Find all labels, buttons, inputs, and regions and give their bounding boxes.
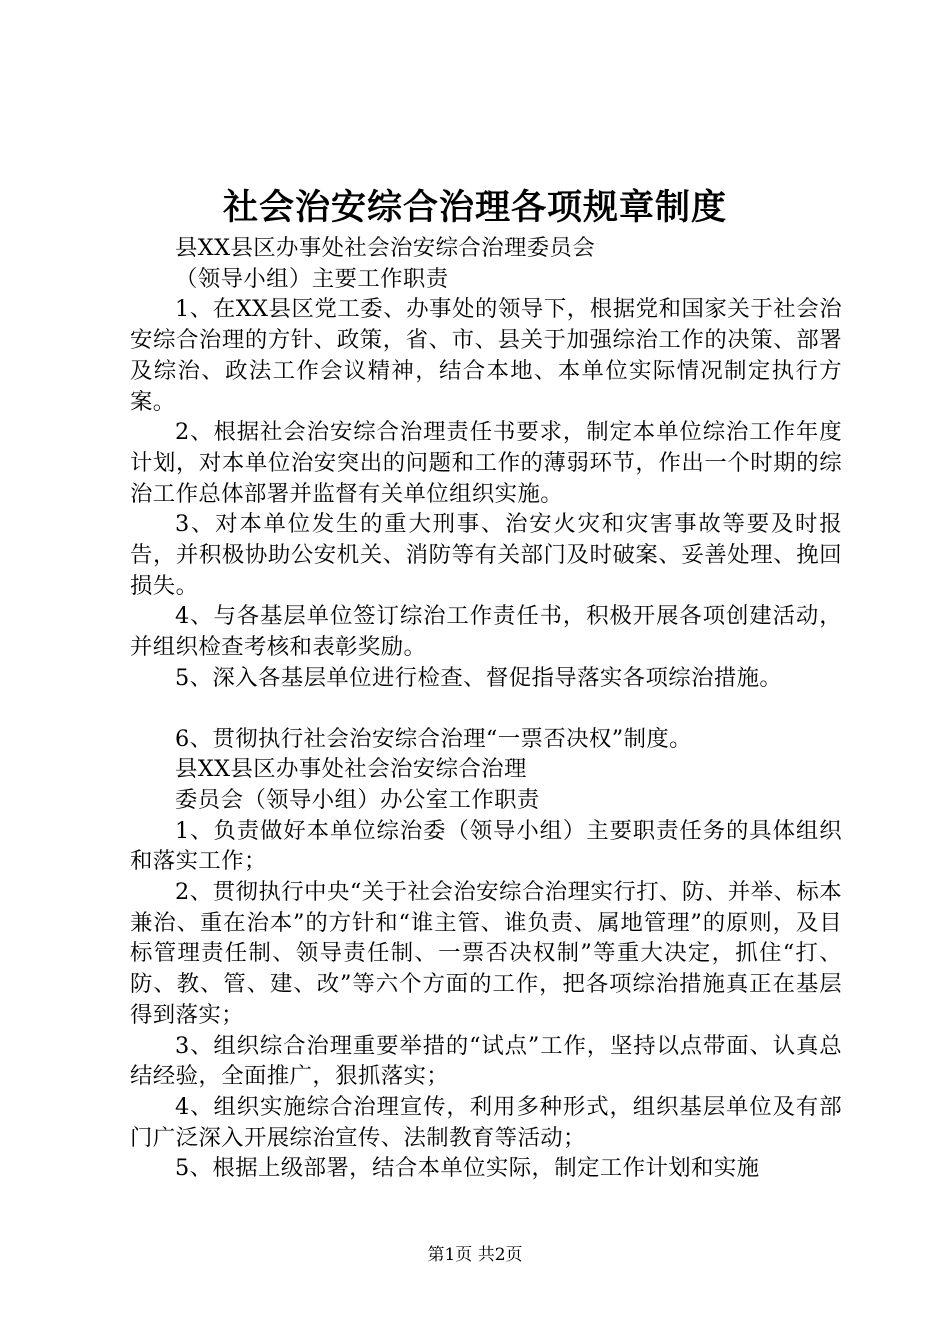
- paragraph: 5、深入各基层单位进行检查、督促指导落实各项综治措施。: [175, 664, 783, 691]
- document-title: 社会治安综合治理各项规章制度: [222, 188, 727, 228]
- paragraph: 4、与各基层单位签订综治工作责任书，积极开展各项创建活动，并组织检查考核和表彰奖励。: [130, 603, 842, 661]
- section-heading-line-1: 县XX县区办事处社会治安综合治理: [175, 756, 527, 783]
- paragraph: 2、根据社会治安综合治理责任书要求，制定本单位综治工作年度计划，对本单位治安突出的问题和工作的薄弱环节，作出一个时期的综治工作总体部署并监督有关单位组织实施。: [130, 419, 842, 507]
- paragraph: 2、贯彻执行中央“关于社会治安综合治理实行打、防、并举、标本兼治、重在治本”的方针和“谁主管、谁负责、属地管理”的原则，及目标管理责任制、领导责任制、一票否决权制”等重大决定，抓住“打、防、教、管、建、改”等六个方面的工作，把各项综治措施真正在基层得到落实；: [130, 879, 842, 1028]
- paragraph: 6、贯彻执行社会治安综合治理“一票否决权”制度。: [175, 725, 692, 752]
- blank-line: [130, 694, 842, 724]
- page-number-footer: 第1页 共2页: [427, 1245, 523, 1265]
- document-body: [130, 233, 842, 1184]
- paragraph: 3、组织综合治理重要举措的“试点”工作，坚持以点带面、认真总结经验，全面推广，狠抓落实；: [130, 1032, 842, 1090]
- paragraph: 5、根据上级部署，结合本单位实际，制定工作计划和实施: [175, 1155, 760, 1182]
- paragraph: 1、负责做好本单位综治委（领导小组）主要职责任务的具体组织和落实工作；: [130, 817, 842, 875]
- paragraph: 4、组织实施综合治理宣传，利用多种形式，组织基层单位及有部门广泛深入开展综治宣传、法制教育等活动；: [130, 1093, 842, 1151]
- section-heading-line-2: 委员会（领导小组）办公室工作职责: [175, 786, 540, 813]
- section-heading-line-1: 县XX县区办事处社会治安综合治理委员会: [175, 235, 596, 261]
- paragraph: 1、在XX县区党工委、办事处的领导下，根据党和国家关于社会治安综合治理的方针、政策，省、市、县关于加强综治工作的决策、部署及综治、政法工作会议精神，结合本地、本单位实际情况制定执行方案。: [130, 296, 842, 415]
- paragraph: 3、对本单位发生的重大刑事、治安火灾和灾害事故等要及时报告，并积极协助公安机关、消防等有关部门及时破案、妥善处理、挽回损失。: [130, 511, 842, 599]
- section-heading-line-2: （领导小组）主要工作职责: [175, 265, 449, 292]
